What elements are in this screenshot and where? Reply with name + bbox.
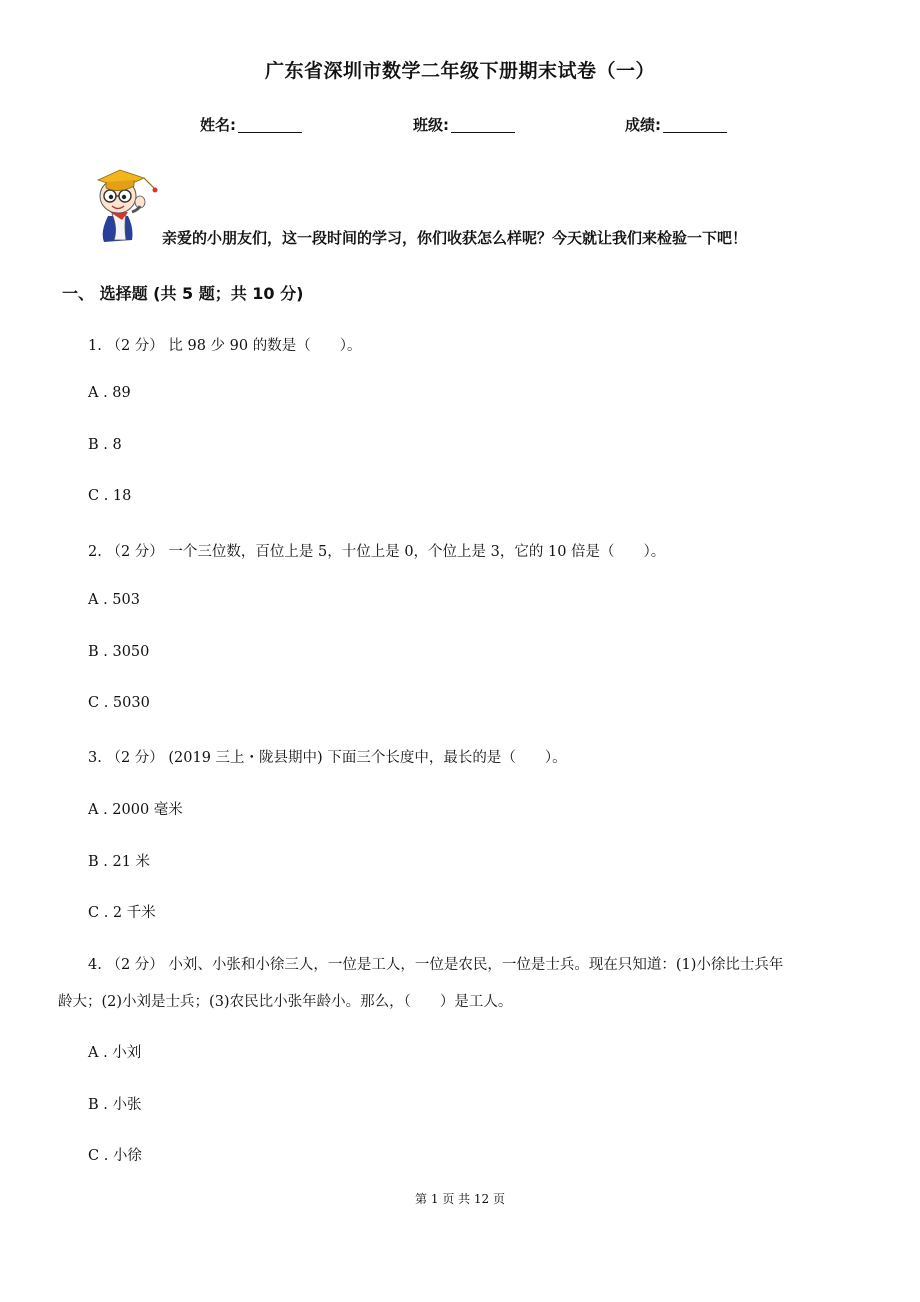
q2-option-c[interactable]: C . 5030 xyxy=(88,695,150,711)
q4-option-a[interactable]: A . 小刘 xyxy=(88,1045,142,1061)
question-3: 3. （2 分） (2019 三上・陇县期中) 下面三个长度中，最长的是（ ）。 xyxy=(88,750,567,766)
q2-option-a[interactable]: A . 503 xyxy=(88,592,140,608)
name-field[interactable] xyxy=(200,114,302,135)
q4-option-b[interactable]: B . 小张 xyxy=(88,1097,142,1113)
page-title: 广东省深圳市数学二年级下册期末试卷（一） xyxy=(264,60,655,82)
q2-option-b[interactable]: B . 3050 xyxy=(88,644,150,660)
q4-option-c[interactable]: C . 小徐 xyxy=(88,1148,142,1164)
q1-option-a[interactable]: A . 89 xyxy=(88,385,131,401)
q1-option-b[interactable]: B . 8 xyxy=(88,437,122,453)
question-1: 1. （2 分） 比 98 少 90 的数是（ ）。 xyxy=(88,338,362,354)
score-blank[interactable] xyxy=(663,117,727,133)
score-label: 成绩: xyxy=(625,116,661,134)
name-label: 姓名: xyxy=(200,116,236,134)
mascot-doctor-icon xyxy=(88,166,168,244)
q1-option-c[interactable]: C . 18 xyxy=(88,488,132,504)
name-blank[interactable] xyxy=(238,117,302,133)
class-blank[interactable] xyxy=(451,117,515,133)
question-2: 2. （2 分） 一个三位数，百位上是 5，十位上是 0，个位上是 3，它的 10 倍是（ ）。 xyxy=(88,544,666,560)
class-label: 班级: xyxy=(413,116,449,134)
class-field[interactable] xyxy=(413,114,515,135)
q3-option-b[interactable]: B . 21 米 xyxy=(88,854,151,870)
greeting-text: 亲爱的小朋友们，这一段时间的学习，你们收获怎么样呢？今天就让我们来检验一下吧！ xyxy=(162,229,748,247)
page-footer: 第 1 页 共 12 页 xyxy=(415,1192,505,1206)
question-4-line-2: 龄大；(2)小刘是士兵；(3)农民比小张年龄小。那么，（ ）是工人。 xyxy=(58,994,513,1010)
question-4-line-1: 4. （2 分） 小刘、小张和小徐三人，一位是工人，一位是农民，一位是士兵。现在只知道：(1)小徐比士兵年 xyxy=(88,957,784,973)
q3-option-c[interactable]: C . 2 千米 xyxy=(88,905,156,921)
score-field[interactable] xyxy=(625,114,727,135)
section-heading: 一、 选择题 (共 5 题；共 10 分) xyxy=(62,284,304,303)
q3-option-a[interactable]: A . 2000 毫米 xyxy=(88,802,183,818)
